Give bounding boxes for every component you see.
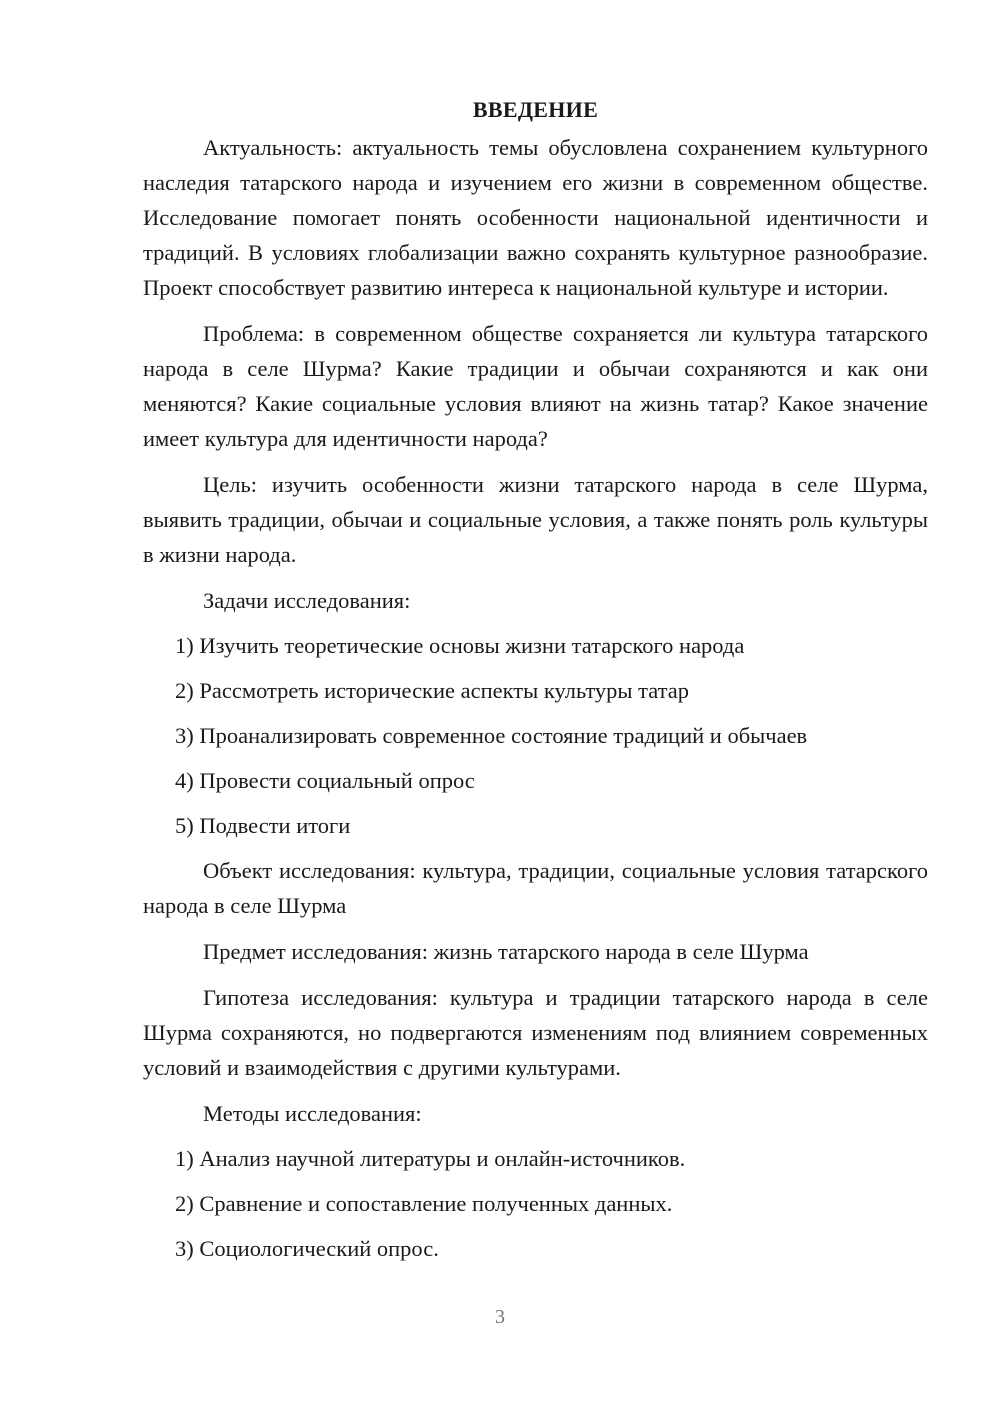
object-paragraph: Объект исследования: культура, традиции, социальные условия татарского народа в селе Шурма: [143, 858, 928, 918]
document-page: [143, 92, 928, 1276]
list-item: 3) Проанализировать современное состояние традиций и обычаев: [175, 723, 808, 748]
tasks-list: [143, 628, 928, 843]
list-item: 5) Подвести итоги: [175, 813, 351, 838]
problem-paragraph: Проблема: в современном обществе сохраняется ли культура татарского народа в селе Шурма? Какие традиции и обычаи сохраняются и как они меняются? Какие социальные условия влияют на жизнь татар? Какое значение имеет культура для идентичности народа?: [143, 321, 928, 451]
tasks-heading: Задачи исследования:: [203, 588, 411, 613]
section-title: ВВЕДЕНИЕ: [472, 97, 599, 122]
methods-list: [143, 1141, 928, 1266]
list-item: 2) Рассмотреть исторические аспекты культуры татар: [175, 678, 689, 703]
list-item: 1) Изучить теоретические основы жизни татарского народа: [175, 633, 745, 658]
list-item: 3) Социологический опрос.: [175, 1236, 439, 1261]
hypothesis-paragraph: Гипотеза исследования: культура и традиции татарского народа в селе Шурма сохраняются, но подвергаются изменениям под влиянием современных условий и взаимодействия с другими культурами.: [143, 985, 928, 1080]
list-item: 4) Провести социальный опрос: [175, 768, 475, 793]
list-item: 2) Сравнение и сопоставление полученных данных.: [175, 1191, 673, 1216]
methods-heading: Методы исследования:: [203, 1101, 422, 1126]
actuality-paragraph: Актуальность: актуальность темы обусловлена сохранением культурного наследия татарского народа и изучением его жизни в современном обществе. Исследование помогает понять особенности национальной идентичности и традиций. В условиях глобализации важно сохранять культурное разнообразие. Проект способствует развитию интереса к национальной культуре и истории.: [143, 135, 928, 300]
list-item: 1) Анализ научной литературы и онлайн-источников.: [175, 1146, 686, 1171]
subject-paragraph: Предмет исследования: жизнь татарского народа в селе Шурма: [203, 939, 809, 964]
goal-paragraph: Цель: изучить особенности жизни татарского народа в селе Шурма, выявить традиции, обычаи и социальные условия, а также понять роль культуры в жизни народа.: [143, 472, 928, 567]
page-number: 3: [495, 1306, 505, 1328]
